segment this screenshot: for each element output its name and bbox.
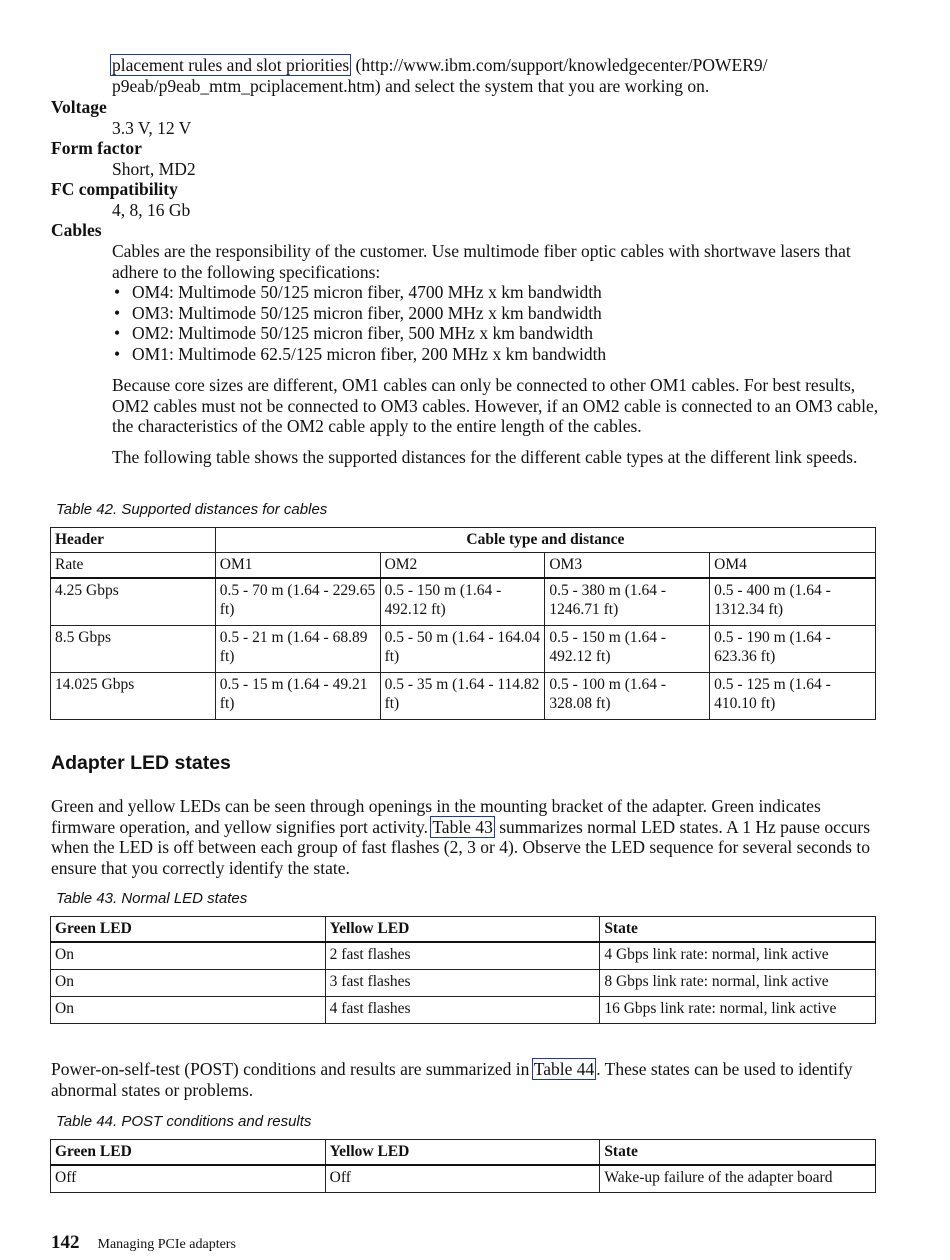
table-cell: 8 Gbps link rate: normal, link active: [600, 969, 876, 996]
table-row: [51, 1165, 876, 1192]
column-header: State: [600, 917, 876, 943]
post-paragraph: [51, 1059, 877, 1100]
table-header-row: [51, 1140, 876, 1166]
led-text-after: summarizes normal LED states. A 1 Hz pause occurs when the LED is off between each group of fast flashes (2, 3 or 4). Observe the LED sequence for several seconds to ensure that you correctly identify the state.: [51, 816, 871, 878]
core-size-paragraph: Because core sizes are different, OM1 cables can only be connected to other OM1 cables. For best results, OM2 cables must not be connected to OM3 cables. However, if an OM2 cable is connected to an OM3 cable, the characteristics of the OM2 cable apply to the entire length of the cables.: [112, 375, 879, 437]
post-conditions-table: [50, 1139, 876, 1193]
column-header: Green LED: [51, 1140, 326, 1166]
intro-line2: p9eab/p9eab_mtm_pciplacement.htm) and select the system that you are working on.: [112, 75, 710, 96]
footer-title: Managing PCIe adapters: [97, 1237, 236, 1252]
column-header: OM4: [710, 553, 876, 579]
table-cell: 0.5 - 21 m (1.64 - 68.89 ft): [215, 625, 380, 672]
column-header: State: [600, 1140, 876, 1166]
table-cell: 2 fast flashes: [325, 942, 600, 969]
placement-rules-link[interactable]: placement rules and slot priorities: [112, 55, 350, 75]
table-cell: 0.5 - 150 m (1.64 - 492.12 ft): [545, 625, 710, 672]
table-cell: 4.25 Gbps: [51, 578, 216, 625]
column-header: Green LED: [51, 917, 326, 943]
column-label-row: [51, 553, 876, 579]
table42-caption: Table 42. Supported distances for cables: [56, 501, 328, 518]
table-row: [51, 672, 876, 719]
table-cell: 0.5 - 380 m (1.64 - 1246.71 ft): [545, 578, 710, 625]
table-cell: On: [51, 942, 326, 969]
table-cell: On: [51, 969, 326, 996]
form-factor-value: Short, MD2: [112, 159, 196, 179]
cables-term: Cables: [51, 220, 102, 240]
list-item: • OM4: Multimode 50/125 micron fiber, 4700 MHz x km bandwidth: [112, 282, 882, 303]
table-cell: 0.5 - 100 m (1.64 - 328.08 ft): [545, 672, 710, 719]
table-cell: 4 Gbps link rate: normal, link active: [600, 942, 876, 969]
table43-link[interactable]: Table 43: [432, 816, 493, 837]
table-cell: Off: [325, 1165, 600, 1192]
table-cell: 16 Gbps link rate: normal, link active: [600, 996, 876, 1023]
table-cell: 0.5 - 150 m (1.64 - 492.12 ft): [380, 578, 545, 625]
header-label-cell: Header: [51, 528, 216, 553]
table-row: [51, 942, 876, 969]
table-intro-paragraph: The following table shows the supported distances for the different cable types at the different link speeds.: [112, 447, 858, 467]
fc-compatibility-value: 4, 8, 16 Gb: [112, 200, 191, 220]
cable-type-group-header: Cable type and distance: [215, 528, 875, 553]
table-row: [51, 969, 876, 996]
led-intro-paragraph: [51, 796, 877, 878]
led-states-heading: Adapter LED states: [51, 752, 231, 774]
table-cell: 4 fast flashes: [325, 996, 600, 1023]
table-cell: 0.5 - 15 m (1.64 - 49.21 ft): [215, 672, 380, 719]
post-text-after: . These states can be used to identify abnormal states or problems.: [51, 1059, 853, 1100]
list-item: • OM2: Multimode 50/125 micron fiber, 500 MHz x km bandwidth: [112, 323, 882, 344]
table-cell: 0.5 - 125 m (1.64 - 410.10 ft): [710, 672, 876, 719]
cable-distance-table: [50, 527, 876, 720]
table-header-row: [51, 917, 876, 943]
voltage-term: Voltage: [51, 97, 107, 117]
list-item: • OM3: Multimode 50/125 micron fiber, 2000 MHz x km bandwidth: [112, 303, 882, 324]
intro-line1-rest: (http://www.ibm.com/support/knowledgecenter/POWER9/: [351, 55, 768, 75]
table-cell: 0.5 - 190 m (1.64 - 623.36 ft): [710, 625, 876, 672]
table-cell: 0.5 - 70 m (1.64 - 229.65 ft): [215, 578, 380, 625]
intro-paragraph: [112, 55, 882, 96]
cables-intro: Cables are the responsibility of the customer. Use multimode fiber optic cables with shortwave lasers that adhere to the following specifications:: [112, 241, 851, 282]
column-header: Yellow LED: [325, 917, 600, 943]
normal-led-table: [50, 916, 876, 1024]
table-cell: Wake-up failure of the adapter board: [600, 1165, 876, 1192]
table-cell: Off: [51, 1165, 326, 1192]
fc-compatibility-term: FC compatibility: [51, 179, 178, 199]
column-header: OM1: [215, 553, 380, 579]
voltage-value: 3.3 V, 12 V: [112, 118, 192, 138]
table-cell: 3 fast flashes: [325, 969, 600, 996]
page-number: 142: [51, 1232, 80, 1253]
table-cell: 8.5 Gbps: [51, 625, 216, 672]
list-item: • OM1: Multimode 62.5/125 micron fiber, 200 MHz x km bandwidth: [112, 344, 882, 365]
table-cell: 0.5 - 35 m (1.64 - 114.82 ft): [380, 672, 545, 719]
table-cell: 0.5 - 50 m (1.64 - 164.04 ft): [380, 625, 545, 672]
form-factor-term: Form factor: [51, 138, 142, 158]
table44-link[interactable]: Table 44: [533, 1059, 595, 1079]
column-header: Rate: [51, 553, 216, 579]
table-cell: On: [51, 996, 326, 1023]
table-row: [51, 578, 876, 625]
post-text-before: Power-on-self-test (POST) conditions and results are summarized in: [51, 1059, 534, 1079]
table-row: [51, 996, 876, 1023]
table43-caption: Table 43. Normal LED states: [56, 890, 248, 907]
column-header: OM2: [380, 553, 545, 579]
led-text-before: Green and yellow LEDs can be seen through openings in the mounting bracket of the adapter. Green indicates firmware operation, and yellow signifies port activity.: [51, 796, 821, 837]
table44-caption: Table 44. POST conditions and results: [56, 1113, 312, 1130]
table-cell: 14.025 Gbps: [51, 672, 216, 719]
table-cell: 0.5 - 400 m (1.64 - 1312.34 ft): [710, 578, 876, 625]
column-header: OM3: [545, 553, 710, 579]
cable-spec-list: [112, 282, 882, 364]
column-header: Yellow LED: [325, 1140, 600, 1166]
table-row: [51, 625, 876, 672]
table-header-row: [51, 528, 876, 553]
page-footer: [51, 1232, 236, 1254]
